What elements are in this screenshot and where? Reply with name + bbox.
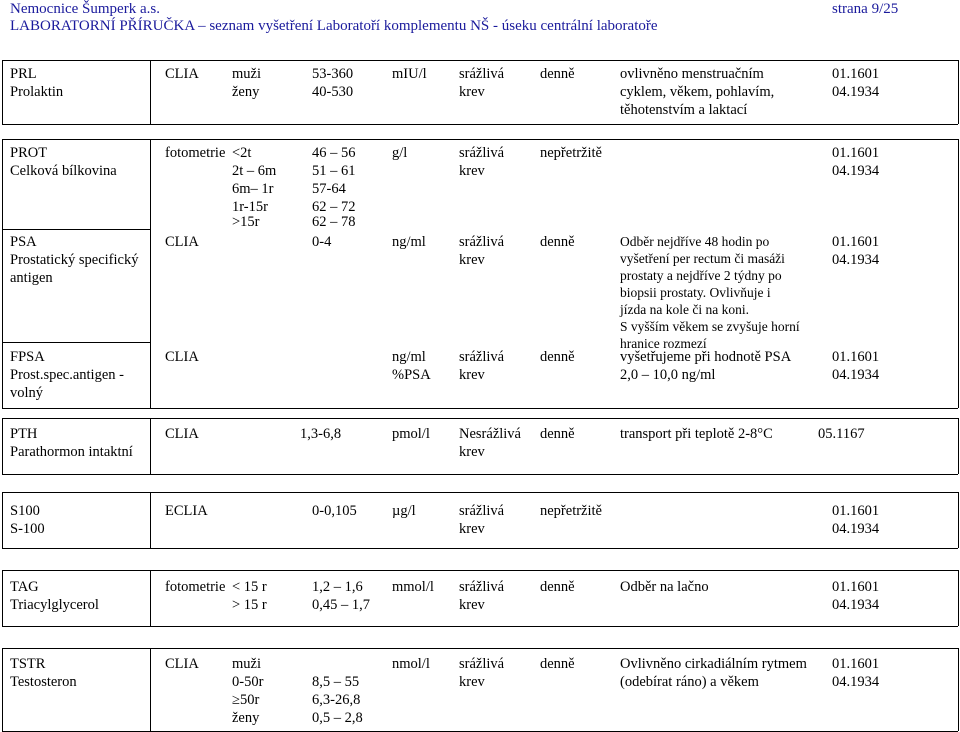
frequency: denně xyxy=(540,579,575,595)
test-name: Parathormon intaktní xyxy=(10,444,133,460)
sample-type: srážlivá xyxy=(459,503,505,519)
unit: g/l xyxy=(392,145,408,161)
unit: mIU/l xyxy=(392,66,427,82)
note: cyklem, věkem, pohlavím, xyxy=(620,84,775,100)
group: muži xyxy=(232,656,261,672)
note: ovlivněno menstruačním xyxy=(620,66,764,82)
group: 0-50r xyxy=(232,674,264,690)
note: S vyšším věkem se zvyšuje horní xyxy=(620,319,800,334)
sample-type: krev xyxy=(459,444,485,460)
group: 2t – 6m xyxy=(232,163,277,179)
test-code: PTH xyxy=(10,426,38,442)
group: > 15 r xyxy=(232,597,267,613)
frequency: nepřetržitě xyxy=(540,503,602,519)
test-code: PSA xyxy=(10,234,37,250)
reference-range: 62 – 78 xyxy=(312,214,356,230)
test-name: Celková bílkovina xyxy=(10,163,117,179)
group: ženy xyxy=(232,710,260,726)
reference-range: 40-530 xyxy=(312,84,354,100)
reference-range: 0-4 xyxy=(312,234,332,250)
sample-type: krev xyxy=(459,84,485,100)
test-code: S100 xyxy=(10,503,40,519)
test-id: 04.1934 xyxy=(832,674,880,690)
test-id: 04.1934 xyxy=(832,84,880,100)
group: >15r xyxy=(232,214,260,230)
reference-range: 0-0,105 xyxy=(312,503,357,519)
unit: mmol/l xyxy=(392,579,434,595)
unit: pmol/l xyxy=(392,426,430,442)
test-name: Testosteron xyxy=(10,674,77,690)
group: 6m– 1r xyxy=(232,181,274,197)
method: CLIA xyxy=(165,234,199,250)
sample-type: srážlivá xyxy=(459,349,505,365)
reference-range: 62 – 72 xyxy=(312,199,356,215)
unit: ng/ml xyxy=(392,234,426,250)
test-code: TAG xyxy=(10,579,39,595)
test-code: FPSA xyxy=(10,349,45,365)
sample-type: srážlivá xyxy=(459,234,505,250)
unit: %PSA xyxy=(392,367,431,383)
test-name: Prost.spec.antigen - xyxy=(10,367,124,383)
method: fotometrie xyxy=(165,579,226,595)
note: Odběr na lačno xyxy=(620,579,709,595)
sample-type: krev xyxy=(459,521,485,537)
sample-type: krev xyxy=(459,674,485,690)
test-name: antigen xyxy=(10,270,53,286)
test-id: 04.1934 xyxy=(832,521,880,537)
unit: ng/ml xyxy=(392,349,426,365)
method: ECLIA xyxy=(165,503,208,519)
note: jízda na kole či na koni. xyxy=(620,302,749,317)
note: 2,0 – 10,0 ng/ml xyxy=(620,367,716,383)
unit: µg/l xyxy=(392,503,416,519)
note: transport při teplotě 2-8°C xyxy=(620,426,773,442)
sample-type: krev xyxy=(459,252,485,268)
note: Ovlivněno cirkadiálním rytmem xyxy=(620,656,807,672)
test-id: 01.1601 xyxy=(832,579,880,595)
reference-range: 8,5 – 55 xyxy=(312,674,360,690)
test-id: 01.1601 xyxy=(832,66,880,82)
group: 1r-15r xyxy=(232,199,268,215)
frequency: nepřetržitě xyxy=(540,145,602,161)
method: CLIA xyxy=(165,426,199,442)
reference-range: 6,3-26,8 xyxy=(312,692,361,708)
sample-type: krev xyxy=(459,367,485,383)
unit: nmol/l xyxy=(392,656,430,672)
test-id: 01.1601 xyxy=(832,503,880,519)
reference-range: 46 – 56 xyxy=(312,145,356,161)
test-name: volný xyxy=(10,385,44,401)
method: CLIA xyxy=(165,349,199,365)
note: (odebírat ráno) a věkem xyxy=(620,674,759,690)
reference-range: 57-64 xyxy=(312,181,346,197)
group: <2t xyxy=(232,145,252,161)
test-id: 04.1934 xyxy=(832,252,880,268)
frequency: denně xyxy=(540,234,575,250)
hospital-name: Nemocnice Šumperk a.s. xyxy=(10,1,160,17)
test-code: PRL xyxy=(10,66,37,82)
sample-type: srážlivá xyxy=(459,66,505,82)
sample-type: srážlivá xyxy=(459,579,505,595)
test-id: 04.1934 xyxy=(832,163,880,179)
sample-type: srážlivá xyxy=(459,145,505,161)
test-id: 01.1601 xyxy=(832,349,880,365)
sample-type: krev xyxy=(459,597,485,613)
test-id: 04.1934 xyxy=(832,367,880,383)
reference-range: 1,2 – 1,6 xyxy=(312,579,363,595)
note: biopsii prostaty. Ovlivňuje i xyxy=(620,285,771,300)
test-name: S-100 xyxy=(10,521,45,537)
note: Odběr nejdříve 48 hodin po xyxy=(620,234,770,249)
test-id: 01.1601 xyxy=(832,656,880,672)
document-title: LABORATORNÍ PŘÍRUČKA – seznam vyšetření Laboratoří komplementu NŠ - úseku centrální laboratoře xyxy=(10,18,658,34)
note: vyšetření per rectum či masáži xyxy=(620,251,785,266)
test-id: 05.1167 xyxy=(818,426,865,442)
sample-type: krev xyxy=(459,163,485,179)
test-code: PROT xyxy=(10,145,48,161)
sample-type: srážlivá xyxy=(459,656,505,672)
note: hranice rozmezí xyxy=(620,336,707,351)
reference-range: 53-360 xyxy=(312,66,354,82)
method: CLIA xyxy=(165,656,199,672)
reference-range: 1,3-6,8 xyxy=(300,426,342,442)
reference-range: 0,5 – 2,8 xyxy=(312,710,363,726)
method: fotometrie xyxy=(165,145,226,161)
test-name: Prostatický specifický xyxy=(10,252,139,268)
note: prostaty a nejdříve 2 týdny po xyxy=(620,268,782,283)
test-code: TSTR xyxy=(10,656,46,672)
test-name: Triacylglycerol xyxy=(10,597,99,613)
reference-range: 0,45 – 1,7 xyxy=(312,597,370,613)
frequency: denně xyxy=(540,66,575,82)
test-id: 04.1934 xyxy=(832,597,880,613)
group: < 15 r xyxy=(232,579,267,595)
group: ženy xyxy=(232,84,260,100)
reference-range: 51 – 61 xyxy=(312,163,356,179)
note: těhotenstvím a laktací xyxy=(620,102,748,118)
frequency: denně xyxy=(540,656,575,672)
method: CLIA xyxy=(165,66,199,82)
sample-type: Nesrážlivá xyxy=(459,426,521,442)
frequency: denně xyxy=(540,426,575,442)
test-name: Prolaktin xyxy=(10,84,64,100)
group: ≥50r xyxy=(232,692,260,708)
test-id: 01.1601 xyxy=(832,145,880,161)
test-id: 01.1601 xyxy=(832,234,880,250)
frequency: denně xyxy=(540,349,575,365)
page-number: strana 9/25 xyxy=(832,1,899,17)
group: muži xyxy=(232,66,261,82)
note: vyšetřujeme při hodnotě PSA xyxy=(620,349,792,365)
